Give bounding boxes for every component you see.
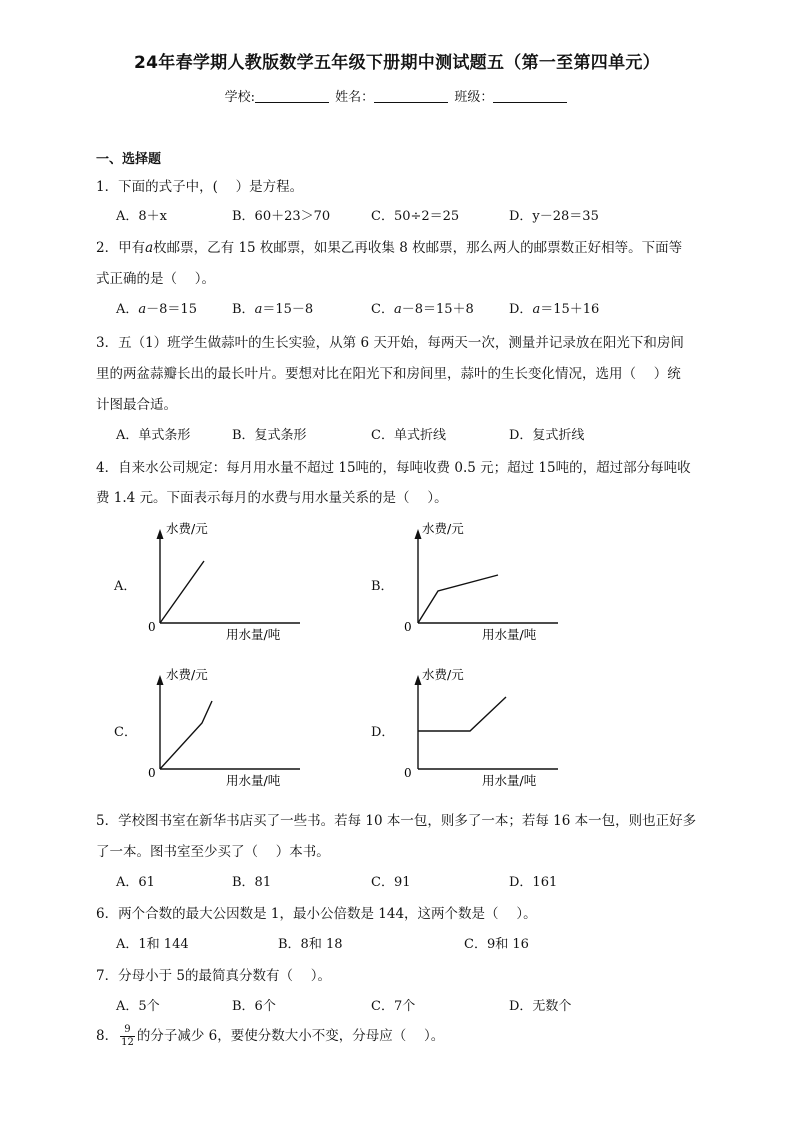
q3-option-b: B．复式条形	[232, 428, 307, 443]
section-heading: 一、选择题	[96, 152, 162, 167]
y-axis-arrow	[157, 529, 164, 539]
x-axis-label: 用水量/吨	[226, 627, 281, 642]
q1-stem: 1．下面的式子中，( ）是方程。	[96, 179, 304, 195]
q5-option-b: B．81	[232, 875, 272, 890]
fee-line	[418, 697, 506, 731]
origin-label: 0	[148, 766, 156, 780]
y-axis-label: 水费/元	[422, 521, 464, 536]
q1-option-c: C．50÷2＝25	[371, 209, 460, 224]
q5-line1: 5．学校图书室在新华书店买了一些书。若每 10 本一包，则多了一本；若每 16 本一包，则也正好多	[96, 813, 697, 829]
q2-line2: 式正确的是（ ）。	[96, 271, 216, 287]
name-label: 姓名：	[335, 90, 375, 105]
q2-option-a: A．a－8＝15	[116, 302, 197, 317]
x-axis-label: 用水量/吨	[482, 773, 537, 788]
q4-line2: 费 1.4 元。下面表示每月的水费与用水量关系的是（ ）。	[96, 490, 448, 506]
q3-line1: 3．五（1）班学生做蒜叶的生长实验，从第 6 天开始，每两天一次，测量并记录放在阳光下和房间	[96, 335, 684, 351]
q2-option-d: D．a＝15＋16	[509, 302, 600, 317]
page-title: 24年春学期人教版数学五年级下册期中测试题五（第一至第四单元）	[134, 53, 660, 73]
q4-graph-d	[398, 661, 568, 796]
school-label: 学校:	[224, 90, 256, 105]
origin-label: 0	[404, 620, 412, 634]
q1-option-d: D．y－28＝35	[509, 209, 599, 224]
q6-stem: 6．两个合数的最大公因数是 1，最小公倍数是 144，这两个数是（ ）。	[96, 906, 537, 922]
q2-variable: a	[145, 240, 154, 256]
q3-option-a: A．单式条形	[116, 428, 191, 443]
fee-line	[160, 561, 204, 623]
q8-stem: 8． $\frac{9}{12}$ 的分子减少 6，要使分数大小不变，分母应（ ）。	[96, 1024, 445, 1048]
fee-line	[160, 701, 212, 769]
y-axis-arrow	[415, 529, 422, 539]
y-axis-arrow	[157, 675, 164, 685]
fee-line	[418, 575, 498, 623]
q3-line2: 里的两盆蒜瓣长出的最长叶片。要想对比在阳光下和房间里，蒜叶的生长变化情况，选用（ ）统	[96, 366, 681, 382]
q2-option-c: C．a－8＝15＋8	[371, 302, 474, 317]
origin-label: 0	[404, 766, 412, 780]
q6-option-c: C．9和 16	[464, 937, 529, 952]
q4-graph-b	[398, 515, 568, 650]
q2-line1: 2．甲有a枚邮票，乙有 15 枚邮票，如果乙再收集 8 枚邮票，那么两人的邮票数正好相等。下面等	[96, 240, 683, 256]
q4-graph-d-letter: D．	[371, 725, 395, 740]
name-blank[interactable]	[374, 88, 448, 103]
y-axis-arrow	[415, 675, 422, 685]
q4-graph-a-letter: A．	[114, 579, 137, 594]
q5-option-c: C．91	[371, 875, 411, 890]
q4-graph-c	[140, 661, 310, 796]
y-axis-label: 水费/元	[422, 667, 464, 682]
q4-line1: 4．自来水公司规定：每月用水量不超过 15吨的，每吨收费 0.5 元；超过 15吨的，超过部分每吨收	[96, 460, 691, 476]
q2-option-b: B．a＝15－8	[232, 302, 314, 317]
q4-graph-a	[140, 515, 310, 650]
q6-option-a: A．1和 144	[116, 937, 189, 952]
school-blank[interactable]	[255, 88, 329, 103]
q7-option-c: C．7个	[371, 999, 416, 1014]
q1-option-b: B．60＋23＞70	[232, 209, 331, 224]
q7-option-d: D．无数个	[509, 999, 572, 1014]
q5-line2: 了一本。图书室至少买了（ ）本书。	[96, 844, 330, 860]
y-axis-label: 水费/元	[166, 667, 208, 682]
q7-stem: 7．分母小于 5的最简真分数有（ ）。	[96, 968, 332, 984]
student-info	[0, 86, 794, 105]
q3-option-d: D．复式折线	[509, 428, 585, 443]
q6-option-b: B．8和 18	[278, 937, 343, 952]
q3-option-c: C．单式折线	[371, 428, 446, 443]
q7-option-b: B．6个	[232, 999, 276, 1014]
class-blank[interactable]	[493, 88, 567, 103]
q5-option-d: D．161	[509, 875, 558, 890]
q1-option-a: A．8＋x	[116, 209, 167, 224]
q7-option-a: A．5个	[116, 999, 160, 1014]
q4-graph-b-letter: B．	[371, 579, 394, 594]
class-label: 班级：	[454, 90, 494, 105]
q8-fraction: $\frac{9}{12}$	[121, 1024, 134, 1048]
y-axis-label: 水费/元	[166, 521, 208, 536]
origin-label: 0	[148, 620, 156, 634]
x-axis-label: 用水量/吨	[482, 627, 537, 642]
q3-line3: 计图最合适。	[96, 397, 177, 413]
q4-graph-c-letter: C．	[114, 725, 137, 740]
x-axis-label: 用水量/吨	[226, 773, 281, 788]
q5-option-a: A．61	[116, 875, 155, 890]
